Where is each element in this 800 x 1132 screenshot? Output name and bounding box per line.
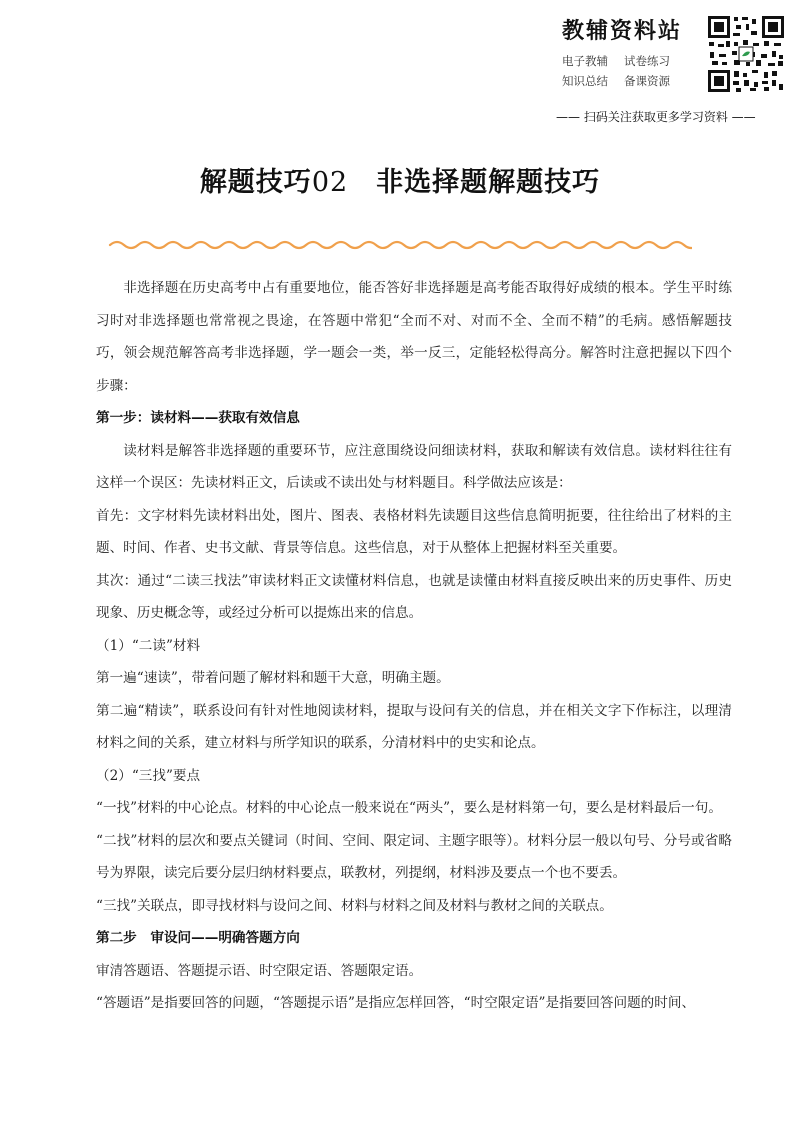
paragraph: “二找”材料的层次和要点关键词（时间、空间、限定词、主题字眼等）。材料分层一般以句号、分号或省略号为界限，读完后要分层归纳材料要点，联教材，列提纲，材料涉及要点一个也不要丢。	[96, 832, 732, 881]
brand-link-e-materials[interactable]: 电子教辅	[562, 54, 608, 68]
paragraph: 第二遍“精读”，联系设问有针对性地阅读材料，提取与设问有关的信息，并在相关文字下作标注，以理清材料之间的关系，建立材料与所学知识的联系，分清材料中的史实和论点。	[96, 702, 732, 751]
subheading: （1）“二读”材料	[96, 637, 201, 654]
document-body	[96, 272, 732, 1020]
slogan: —— 扫码关注获取更多学习资料 ——	[556, 110, 756, 124]
brand-link-knowledge-summary[interactable]: 知识总结	[562, 74, 608, 88]
title-main: 非选择题解题技巧	[376, 167, 601, 198]
decorative-wave-divider	[108, 238, 692, 252]
paragraph: 其次：通过“二读三找法”审读材料正文读懂材料信息，也就是读懂由材料直接反映出来的历史事件、历史现象、历史概念等，或经过分析可以提炼出来的信息。	[96, 572, 732, 621]
brand-name: 教辅资料站	[562, 19, 683, 44]
paragraph: “一找”材料的中心论点。材料的中心论点一般来说在“两头”，要么是材料第一句，要么是材料最后一句。	[96, 800, 722, 816]
subheading: （2）“三找”要点	[96, 767, 201, 784]
step-2-heading: 第二步 审设问——明确答题方向	[96, 930, 300, 946]
paragraph: “三找”关联点，即寻找材料与设问之间、材料与材料之间及材料与教材之间的关联点。	[96, 897, 613, 914]
brand-link-lesson-resources[interactable]: 备课资源	[624, 74, 670, 88]
paragraph: 首先：文字材料先读材料出处，图片、图表、表格材料先读题目这些信息简明扼要，往往给出了材料的主题、时间、作者、史书文献、背景等信息。这些信息，对于从整体上把握材料至关重要。	[96, 507, 732, 556]
title-number: 02	[311, 167, 349, 198]
paragraph: 读材料是解答非选择题的重要环节，应注意围绕设问细读材料，获取和解读有效信息。读材料往往有这样一个误区：先读材料正文，后读或不读出处与材料题目。科学做法应该是：	[96, 442, 732, 491]
intro-paragraph: 非选择题在历史高考中占有重要地位，能否答好非选择题是高考能否取得好成绩的根本。学生平时练习时对非选择题也常常视之畏途，在答题中常犯“全而不对、对而不全、全而不精”的毛病。感悟解题技巧，领会规范解答高考非选择题，学一题会一类，举一反三，定能轻松得高分。解答时注意把握以下四个步骤：	[96, 280, 732, 394]
step-1-heading: 第一步：读材料——获取有效信息	[96, 410, 300, 426]
brand-links	[562, 53, 692, 89]
page-title	[0, 160, 800, 199]
title-prefix: 解题技巧	[199, 167, 312, 198]
qr-code-icon[interactable]	[706, 14, 786, 94]
brand-link-exam-practice[interactable]: 试卷练习	[624, 54, 670, 68]
paragraph: 第一遍“速读”，带着问题了解材料和题干大意，明确主题。	[96, 670, 450, 686]
brand-block	[562, 14, 692, 89]
paragraph: “答题语”是指要回答的问题，“答题提示语”是指应怎样回答，“时空限定语”是指要回答问题的时间、	[96, 995, 696, 1011]
paragraph: 审清答题语、答题提示语、时空限定语、答题限定语。	[96, 962, 423, 979]
